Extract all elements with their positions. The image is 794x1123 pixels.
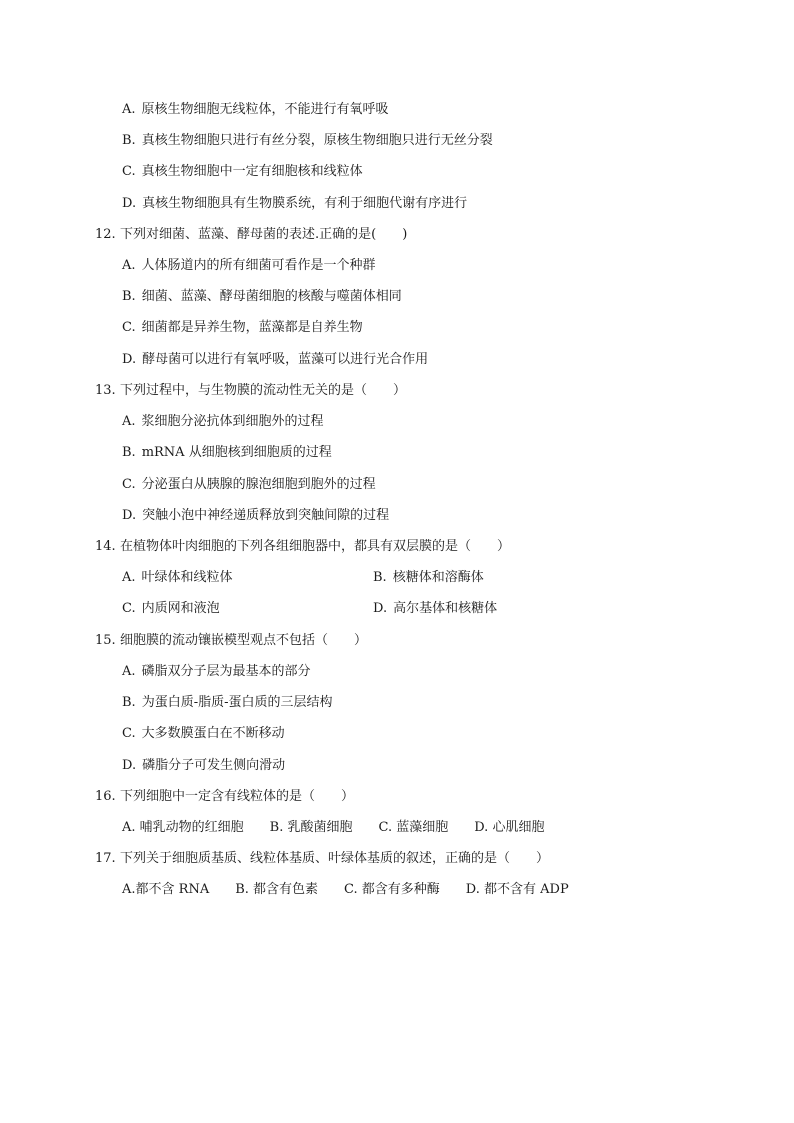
question-stem: 细胞膜的流动镶嵌模型观点不包括（ ）	[120, 633, 368, 648]
option-letter: A.	[122, 570, 136, 585]
option-text: 分泌蛋白从胰腺的腺泡细胞到胞外的过程	[141, 477, 376, 492]
option-text: 叶绿体和线粒体	[141, 570, 233, 585]
option-letter: A.	[122, 102, 136, 117]
option-letter: C.	[122, 726, 136, 741]
question-stem: 在植物体叶肉细胞的下列各组细胞器中，都具有双层膜的是（ ）	[120, 539, 511, 554]
option-letter: B.	[122, 445, 136, 460]
options-text: A. 哺乳动物的红细胞 B. 乳酸菌细胞 C. 蓝藻细胞 D. 心肌细胞	[122, 820, 545, 835]
option-text: 磷脂分子可发生侧向滑动	[142, 758, 286, 773]
question-stem: 下列关于细胞质基质、线粒体基质、叶绿体基质的叙述，正确的是（ ）	[120, 851, 550, 866]
question-number: 13.	[95, 383, 116, 398]
option-letter: B.	[122, 133, 136, 148]
option-letter: B.	[122, 289, 136, 304]
q14-option-c	[122, 599, 220, 619]
option-text: 磷脂双分子层为最基本的部分	[141, 664, 311, 679]
question-number: 15.	[95, 633, 116, 648]
option-letter: B.	[373, 570, 387, 585]
option-letter: A.	[122, 664, 136, 679]
option-text: 酵母菌可以进行有氧呼吸，蓝藻可以进行光合作用	[142, 352, 429, 367]
option-text: 内质网和液泡	[141, 601, 220, 616]
question-stem: 下列过程中，与生物膜的流动性无关的是（ ）	[120, 383, 407, 398]
q14-option-d	[373, 599, 497, 619]
option-letter: B.	[122, 695, 136, 710]
option-letter: D.	[122, 196, 137, 211]
question-number: 16.	[95, 789, 116, 804]
option-letter: C.	[122, 164, 136, 179]
option-letter: C.	[122, 320, 136, 335]
question-stem: 下列细胞中一定含有线粒体的是（ ）	[120, 789, 355, 804]
question-number: 12.	[95, 227, 116, 242]
option-text: 细菌、蓝藻、酵母菌细胞的核酸与噬菌体相同	[141, 289, 402, 304]
option-text: mRNA 从细胞核到细胞质的过程	[141, 445, 332, 460]
option-text: 大多数膜蛋白在不断移动	[141, 726, 285, 741]
option-text: 人体肠道内的所有细菌可看作是一个种群	[141, 258, 376, 273]
option-text: 细菌都是异养生物，蓝藻都是自养生物	[141, 320, 363, 335]
option-letter: D.	[122, 508, 137, 523]
option-text: 为蛋白质-脂质-蛋白质的三层结构	[141, 695, 333, 710]
question-number: 14.	[95, 539, 116, 554]
option-letter: D.	[122, 352, 137, 367]
option-letter: A.	[122, 414, 136, 429]
q14-option-a	[122, 568, 233, 588]
options-text: A.都不含 RNA B. 都含有色素 C. 都含有多种酶 D. 都不含有 ADP	[122, 882, 569, 897]
question-stem: 下列对细菌、蓝藻、酵母菌的表述.正确的是( )	[120, 227, 408, 242]
option-letter: D.	[122, 758, 137, 773]
option-letter: C.	[122, 477, 136, 492]
option-letter: A.	[122, 258, 136, 273]
option-text: 真核生物细胞具有生物膜系统，有利于细胞代谢有序进行	[142, 196, 468, 211]
option-text: 原核生物细胞无线粒体，不能进行有氧呼吸	[141, 102, 389, 117]
option-text: 突触小泡中神经递质释放到突触间隙的过程	[142, 508, 390, 523]
question-number: 17.	[95, 851, 116, 866]
option-text: 真核生物细胞中一定有细胞核和线粒体	[141, 164, 363, 179]
option-letter: D.	[373, 601, 388, 616]
option-text: 浆细胞分泌抗体到细胞外的过程	[141, 414, 324, 429]
option-letter: C.	[122, 601, 136, 616]
q14-option-b	[373, 568, 484, 588]
option-text: 高尔基体和核糖体	[393, 601, 498, 616]
option-text: 核糖体和溶酶体	[392, 570, 484, 585]
option-text: 真核生物细胞只进行有丝分裂，原核生物细胞只进行无丝分裂	[141, 133, 493, 148]
